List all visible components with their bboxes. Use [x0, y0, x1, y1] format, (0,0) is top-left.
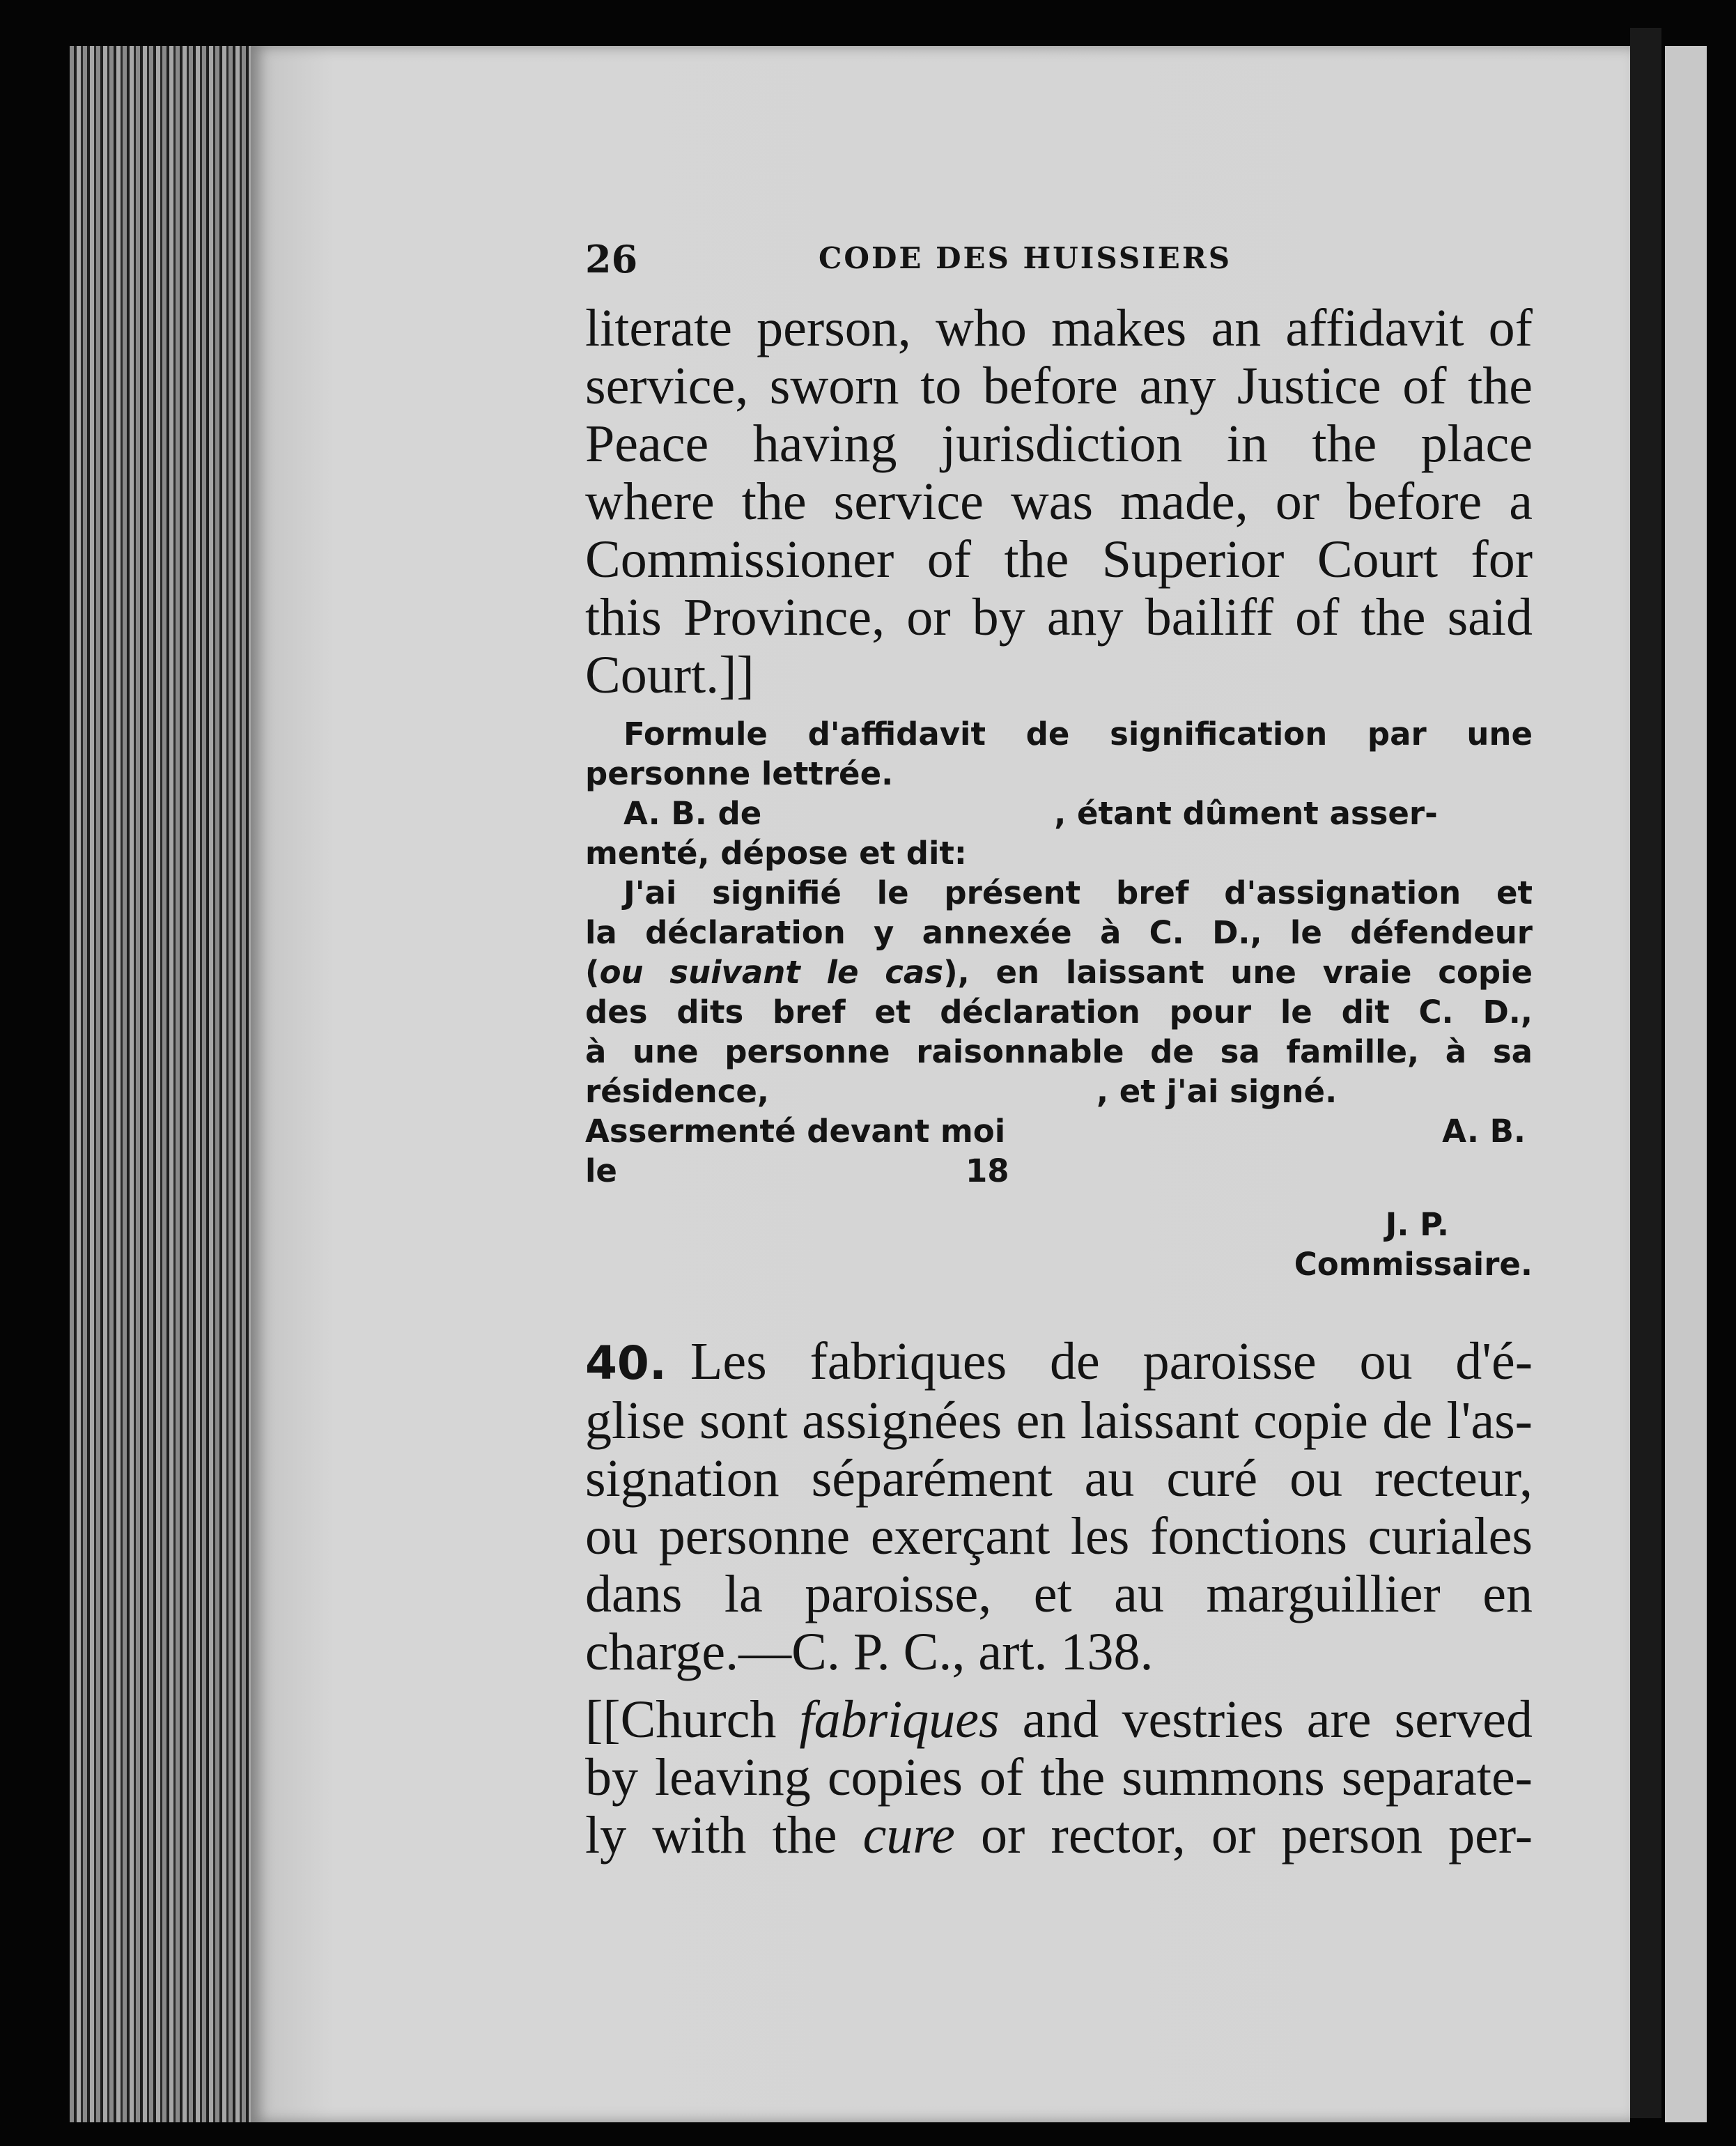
text-line: charge.—C. P. C., art. 138.: [585, 1623, 1154, 1681]
text-line: Commissioner of the Superior Court for: [585, 530, 1533, 589]
signature-ab: A. B.: [1442, 1113, 1526, 1150]
text-line: service, sworn to before any Justice of the: [585, 357, 1533, 415]
date-row: [585, 1151, 1533, 1191]
text-line: dans la paroisse, et au marguillier en: [585, 1565, 1533, 1623]
italic-word: cure: [862, 1806, 955, 1865]
page-text-block: [585, 237, 1533, 1865]
text-line: J'ai signifié le présent bref d'assignation et: [623, 874, 1533, 911]
text-start: ly with the: [585, 1806, 863, 1865]
page-block-edges: [70, 46, 272, 2122]
sworn-row: [585, 1111, 1533, 1151]
deponent-line: [585, 794, 1533, 833]
text-line: glise sont assignées en laissant copie de l'as-: [585, 1391, 1533, 1450]
text-line: à une personne raisonnable de sa famille, à sa: [585, 1033, 1533, 1070]
text-end: or rector, or person per-: [954, 1806, 1533, 1865]
text-line: Court.]]: [585, 646, 754, 704]
page-number: 26: [585, 237, 638, 281]
text-line: [585, 1807, 1533, 1865]
english-article-40: [585, 1691, 1533, 1865]
text-line: ou personne exerçant les fonctions curiales: [585, 1507, 1533, 1566]
facing-page-edge: [1665, 46, 1707, 2122]
text-line: where the service was made, or before a: [585, 472, 1533, 531]
deponent-end: , étant dûment asser-: [1054, 795, 1438, 832]
affidavit-form: [585, 714, 1533, 1284]
form-title-line: Formule d'affidavit de signification par une: [623, 716, 1533, 752]
residence-start: résidence,: [585, 1073, 769, 1110]
text-rest: ), en laissant une vraie copie: [943, 954, 1533, 991]
article-text: Les fabriques de paroisse ou d'é-: [690, 1332, 1533, 1391]
text-line: la déclaration y annexée à C. D., le défendeur: [585, 914, 1533, 951]
italic-word: fabriques: [799, 1690, 1000, 1749]
text-line: by leaving copies of the summons separate-: [585, 1748, 1533, 1807]
italic-phrase: ou suivant le cas: [599, 954, 944, 991]
year: 18: [965, 1152, 1009, 1189]
article-40: [585, 1333, 1533, 1681]
text-line: this Province, or by any bailiff of the said: [585, 588, 1533, 647]
text-end: and vestries are served: [999, 1690, 1533, 1749]
running-title: CODE DES HUISSIERS: [819, 241, 1232, 275]
running-head: [585, 237, 1533, 300]
deponent-start: A. B. de: [623, 795, 762, 832]
text-line: signation séparément au curé ou recteur,: [585, 1449, 1533, 1508]
justice-of-peace-label: J. P.: [1385, 1206, 1449, 1243]
english-continuation-paragraph: [585, 300, 1533, 704]
form-title-line: personne lettrée.: [585, 755, 894, 792]
text-line: menté, dépose et dit:: [585, 835, 967, 872]
article-number: 40.: [585, 1336, 667, 1390]
le-label: le: [585, 1152, 617, 1189]
text-line: des dits bref et déclaration pour le dit C. D.,: [585, 994, 1533, 1030]
text-line: literate person, who makes an affidavit of: [585, 299, 1533, 357]
residence-line: [585, 1072, 1533, 1111]
text-start: [[Church: [585, 1690, 800, 1749]
text-line: [585, 1333, 1533, 1392]
sworn-label: Assermenté devant moi: [585, 1113, 1006, 1150]
text-line: [585, 952, 1533, 992]
residence-end: , et j'ai signé.: [1096, 1073, 1338, 1110]
text-line: Peace having jurisdiction in the place: [585, 415, 1533, 473]
text-line: [585, 1691, 1533, 1749]
paren-open: (: [585, 954, 600, 991]
binding-gutter: [1630, 28, 1661, 2118]
commissaire-label: Commissaire.: [1294, 1246, 1533, 1283]
